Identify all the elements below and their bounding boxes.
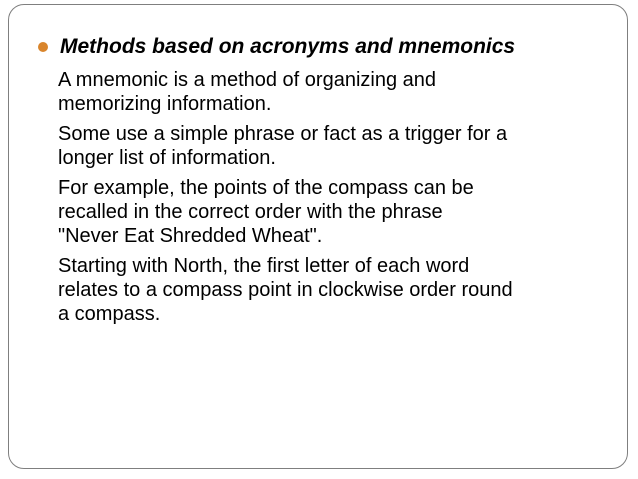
paragraph-definition: A mnemonic is a method of organizing and memorizing information. (58, 69, 436, 115)
paragraph-trigger: Some use a simple phrase or fact as a trigger for a longer list of information. (58, 123, 508, 169)
bullet-icon (38, 42, 48, 52)
paragraph-example: For example, the points of the compass can be recalled in the correct order with the phrase "Never Eat Shredded Wheat". (58, 177, 474, 247)
slide-heading: Methods based on acronyms and mnemonics (60, 35, 516, 58)
slide-content (36, 34, 606, 326)
heading-row (36, 34, 606, 60)
paragraph-compass: Starting with North, the first letter of each word relates to a compass point in clockwise order round a compass. (58, 255, 513, 325)
